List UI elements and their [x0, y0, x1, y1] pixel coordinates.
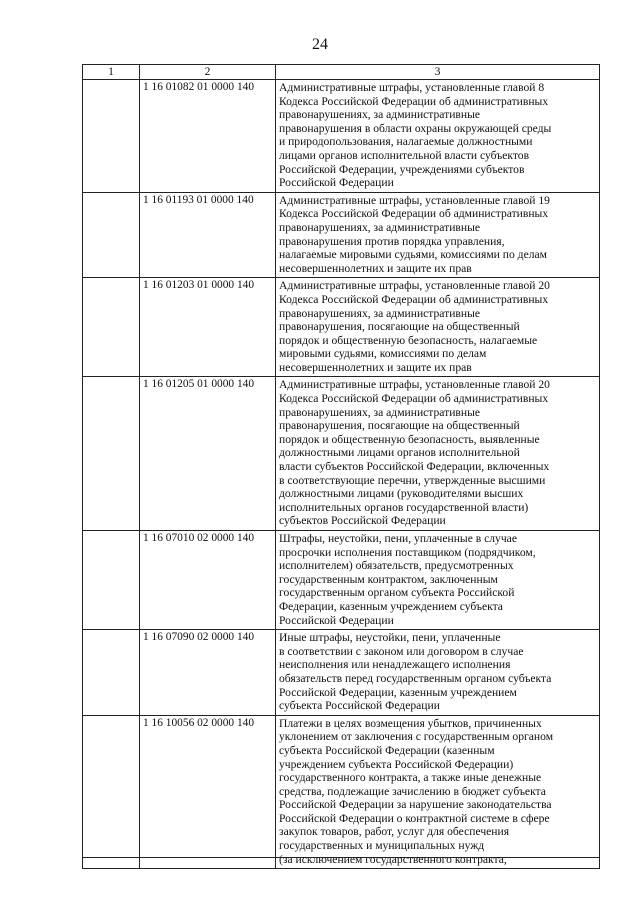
description-line: власти субъектов Российской Федерации, включенных — [279, 460, 550, 474]
description-line: обязательств перед государственным органом субъекта — [279, 671, 552, 685]
description-line: просрочки исполнения поставщиком (подрядчиком, — [279, 545, 536, 559]
description-line: Российской Федерации за нарушение законодательства — [279, 798, 552, 812]
description-line: Платежи в целях возмещения убытков, причиненных — [279, 716, 542, 730]
column-header-2: 2 — [140, 65, 276, 80]
income-description — [276, 80, 600, 193]
description-line: мировыми судьями, комиссиями по делам — [279, 347, 487, 361]
description-line: правонарушениях, за административные — [279, 405, 481, 419]
table-row — [83, 531, 600, 630]
table-row — [83, 715, 600, 869]
description-line: Российской Федерации, учреждениями субъектов — [279, 162, 525, 176]
table-row — [83, 278, 600, 377]
description-line: уклонением от заключения с государственным органом — [279, 730, 554, 744]
description-line: и природопользования, налагаемые должностными — [279, 135, 533, 149]
description-line: государственным органом субъекта Российской — [279, 586, 515, 600]
description-line: Федерации, казенным учреждением субъекта — [279, 599, 503, 613]
empty-cell — [83, 630, 140, 716]
description-line: несовершеннолетних и защите их прав — [279, 261, 472, 275]
income-description — [276, 531, 600, 630]
description-line: порядок и общественную безопасность, выявленные — [279, 432, 540, 446]
budget-classification-table — [82, 64, 600, 869]
description-line: должностными лицами (руководителями высших — [279, 487, 524, 501]
description-line: налагаемые мировыми судьями, комиссиями по делам — [279, 248, 547, 262]
description-line: Штрафы, неустойки, пени, уплаченные в случае — [279, 532, 517, 545]
description-line: государственных и муниципальных нужд — [279, 839, 485, 853]
description-line: лицами органов исполнительной власти субъектов — [279, 148, 530, 162]
empty-cell — [83, 715, 140, 869]
empty-cell — [83, 80, 140, 193]
description-line: порядок и общественную безопасность, налагаемые — [279, 333, 538, 347]
description-line: исполнительных органов государственной власти) — [279, 500, 529, 514]
description-line: неисполнения или ненадлежащего исполнения — [279, 658, 511, 672]
description-line: Административные штрафы, установленные главой 20 — [279, 279, 550, 293]
classification-code: 1 16 01203 01 0000 140 — [140, 278, 276, 377]
classification-code: 1 16 07090 02 0000 140 — [140, 630, 276, 716]
description-line: правонарушениях, за административные — [279, 220, 481, 234]
classification-code: 1 16 01193 01 0000 140 — [140, 192, 276, 278]
table-row — [83, 80, 600, 193]
column-header-3: 3 — [276, 65, 600, 80]
description-line: субъектов Российской Федерации — [279, 514, 446, 528]
description-line: Кодекса Российской Федерации об административных — [279, 94, 549, 108]
table-row — [83, 192, 600, 278]
income-description — [276, 278, 600, 377]
description-line: Российской Федерации — [279, 613, 394, 627]
description-line: Кодекса Российской Федерации об административных — [279, 292, 549, 306]
table-header-row — [83, 65, 600, 80]
description-line: Российской Федерации о контрактной системе в сфере — [279, 811, 550, 825]
description-line: Кодекса Российской Федерации об административных — [279, 207, 549, 221]
classification-code: 1 16 10056 02 0000 140 — [140, 715, 276, 869]
description-line: Кодекса Российской Федерации об административных — [279, 392, 549, 406]
description-line: несовершеннолетних и защите их прав — [279, 360, 472, 374]
description-line: правонарушениях, за административные — [279, 108, 481, 122]
description-line: Иные штрафы, неустойки, пени, уплаченные — [279, 631, 501, 645]
description-line: должностными лицами органов исполнительной — [279, 446, 520, 460]
income-description — [276, 377, 600, 531]
empty-cell — [83, 192, 140, 278]
description-line: правонарушениях, за административные — [279, 306, 481, 320]
income-description — [276, 715, 600, 869]
description-line: (за исключением государственного контракта, — [279, 852, 507, 866]
empty-cell — [83, 278, 140, 377]
classification-code: 1 16 07010 02 0000 140 — [140, 531, 276, 630]
page-bottom-rule — [82, 857, 599, 858]
table-row — [83, 630, 600, 716]
classification-code: 1 16 01205 01 0000 140 — [140, 377, 276, 531]
description-line: Российской Федерации — [279, 176, 394, 190]
empty-cell — [83, 531, 140, 630]
page-number: 24 — [312, 36, 328, 53]
description-line: правонарушения против порядка управления, — [279, 234, 505, 248]
description-line: правонарушения в области охраны окружающей среды — [279, 121, 552, 135]
description-line: правонарушения, посягающие на общественный — [279, 320, 520, 334]
description-line: субъекта Российской Федерации (казенным — [279, 743, 495, 757]
description-line: учреждением субъекта Российской Федерации) — [279, 757, 514, 771]
description-line: исполнителем) обязательств, предусмотренных — [279, 559, 514, 573]
column-header-1: 1 — [83, 65, 140, 80]
description-line: государственным контрактом, заключенным — [279, 572, 498, 586]
description-line: в соответствующие перечни, утвержденные высшими — [279, 473, 546, 487]
description-line: Административные штрафы, установленные главой 8 — [279, 81, 545, 94]
description-line: правонарушения, посягающие на общественный — [279, 419, 520, 433]
empty-cell — [83, 377, 140, 531]
income-description — [276, 192, 600, 278]
description-line: Административные штрафы, установленные главой 20 — [279, 378, 550, 392]
description-line: средства, подлежащие зачислению в бюджет субъекта — [279, 784, 546, 798]
classification-code: 1 16 01082 01 0000 140 — [140, 80, 276, 193]
description-line: в соответствии с законом или договором в случае — [279, 644, 524, 658]
description-line: Административные штрафы, установленные главой 19 — [279, 193, 550, 207]
description-line: субъекта Российской Федерации — [279, 699, 440, 713]
description-line: Российской Федерации, казенным учреждением — [279, 685, 517, 699]
description-line: государственного контракта, а также иные денежные — [279, 771, 542, 785]
table-row — [83, 377, 600, 531]
description-line: закупок товаров, работ, услуг для обеспечения — [279, 825, 510, 839]
income-description — [276, 630, 600, 716]
